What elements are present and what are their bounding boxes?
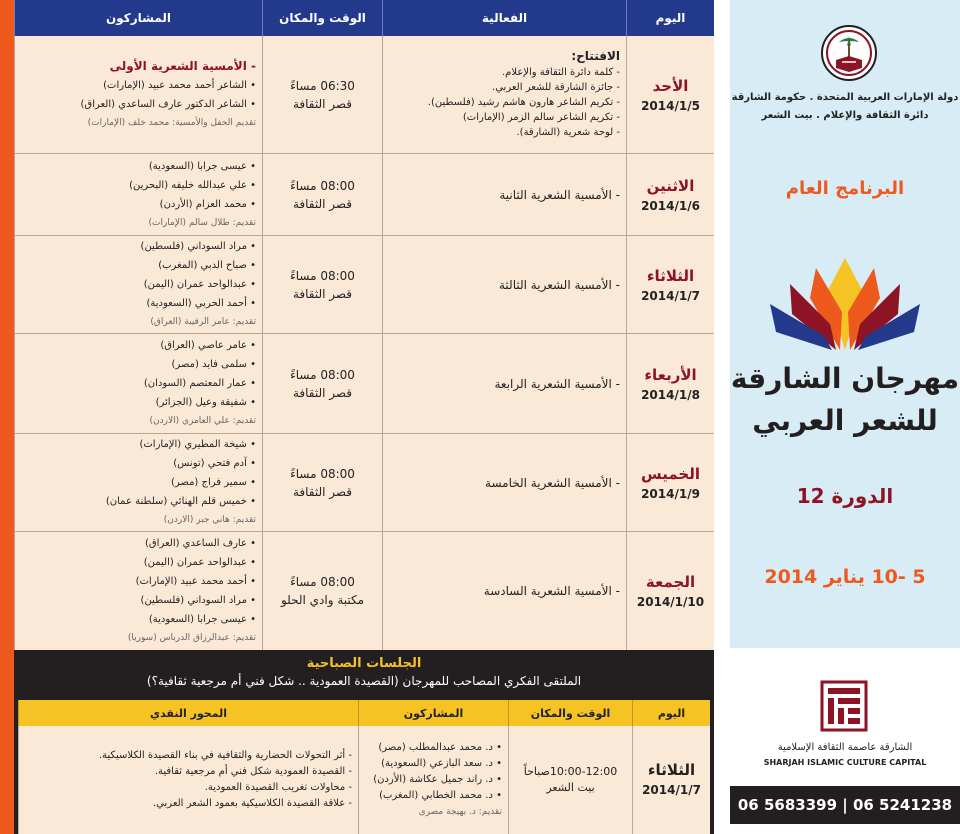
participant: • مراد السوداني (فلسطين) [140,241,256,252]
day-cell [626,236,714,333]
presenter: تقديم: د. بهيجة مصري [418,807,502,817]
event-time: 06:30 مساءً [290,78,355,93]
festival-dates: 5 -10 يناير 2014 [764,566,926,588]
participants-cell [14,236,262,333]
morning-date: 2014/1/7 [642,783,701,797]
presenter: تقديم: عامر الرقيبة (العراق) [150,317,256,327]
day-name: الجمعة [645,573,696,591]
event-cell [382,334,626,433]
participant: • عامر عاصي (العراق) [160,340,256,351]
participant: • د. راند جميل عكاشة (الأردن) [373,774,502,785]
event-time: 08:00 مساءً [290,466,355,481]
day-name: الأربعاء [644,365,697,384]
day-name: الثلاثاء [646,266,695,285]
participant: • صباح الدبي (المغرب) [158,260,256,271]
participant: • أحمد محمد عبيد (الإمارات) [135,576,256,587]
morning-header-participants: المشاركون [358,700,508,726]
event-cell [382,434,626,531]
participant: • عيسى جرابا (السعودية) [148,614,256,625]
sharjah-emblem-icon [820,24,878,82]
presenter: تقديم: علي العامري (الاردن) [149,416,256,426]
participant: • عيسى جرابا (السعودية) [148,160,256,172]
day-name: الاثنين [646,176,695,195]
event-line: - الأمسية الشعرية الرابعة [494,376,620,391]
participants-cell [14,36,262,153]
morning-day-cell [632,726,710,834]
participant: • د. محمد عبدالمطلب (مصر) [378,742,502,753]
schedule-table [14,0,714,650]
event-line: - كلمة دائرة الثقافة والإعلام. [501,67,620,78]
participant: • محمد العزام (الأردن) [159,198,256,210]
axis-item: - أثر التحولات الحضارية والثقافية في بناء القصيدة الكلاسيكية. [98,750,352,761]
morning-header [18,700,710,726]
presenter: تقديم الحفل والأمسية: محمد خلف (الإمارات) [87,117,256,128]
participants-cell [14,532,262,650]
morning-axis-cell [18,726,358,834]
participant: • أحمد الحربي (السعودية) [146,298,256,309]
event-cell [382,154,626,235]
participant: • سمير فراج (مصر) [170,477,256,488]
day-date: 2014/1/10 [636,595,705,609]
table-row [14,334,714,434]
government-line: دولة الإمارات العربية المتحدة . حكومة الشارقة [731,92,959,103]
day-date: 2014/1/5 [641,98,700,113]
header-event: الفعالية [382,0,626,36]
event-place: قصر الثقافة [292,286,353,301]
program-title: البرنامج العام [785,178,905,199]
event-line: - لوحة شعرية (الشارقة). [516,127,620,138]
axis-item: - القصيدة العمودية شكل فني أم مرجعية ثقافية. [154,766,352,777]
department-line: دائرة الثقافة والإعلام . بيت الشعر [761,110,929,121]
participant: • خميس قلم الهنائي (سلطنة عمان) [105,496,256,507]
festival-panel [730,0,960,648]
axis-item: - محاولات تغريب القصيدة العمودية. [204,782,352,793]
morning-day: الثلاثاء [647,761,696,779]
event-line: - جائزة الشارقة للشعر العربي. [492,82,620,93]
header-time: الوقت والمكان [262,0,382,36]
day-cell [626,154,714,235]
event-title: الافتتاح: [571,49,620,63]
event-line: - الأمسية الشعرية السادسة [483,584,620,598]
participant: • آدم فتحي (تونس) [173,458,256,469]
participant: • عبدالواحد عمران (اليمن) [143,557,256,568]
event-place: قصر الثقافة [292,196,353,211]
day-date: 2014/1/7 [641,288,700,303]
event-place: مكتبة وادي الحلو [280,593,365,607]
participant: • عبدالواحد عمران (اليمن) [143,279,256,290]
table-row [14,236,714,334]
event-line: - تكريم الشاعر هارون هاشم رشيد (فلسطين). [427,97,620,108]
participant: • د. سعد البازعي (السعودية) [381,758,502,769]
day-name: الخميس [641,464,700,483]
day-cell [626,334,714,433]
event-time: 08:00 مساءً [290,367,355,382]
morning-time: 10:00-12:00صباحاً [523,765,618,778]
presenter: تقديم: عبدالرزاق الدرباس (سوريا) [127,633,256,643]
table-row [14,36,714,154]
event-place: قصر الثقافة [292,385,353,400]
event-place: قصر الثقافة [292,484,353,499]
festival-title-line2: للشعر العربي [752,404,938,437]
event-line: - الأمسية الشعرية الخامسة [485,475,620,490]
event-time: 08:00 مساءً [290,575,355,589]
presenter: تقديم: طلال سالم (الإمارات) [148,217,256,228]
day-name: الأحد [652,76,689,95]
morning-header-axis: المحور النقدي [18,700,358,726]
time-cell [262,434,382,531]
morning-place: بيت الشعر [546,781,595,794]
header-participants: المشاركون [14,0,262,36]
table-row [14,154,714,236]
participants-cell [14,154,262,235]
day-date: 2014/1/9 [641,486,700,501]
header-day: اليوم [626,0,714,36]
event-time: 08:00 مساءً [290,268,355,283]
participants-cell [14,334,262,433]
participants-title: - الأمسية الشعرية الأولى [109,58,256,73]
participant: • علي عبدالله خليفه (البحرين) [129,179,256,191]
event-time: 08:00 مساءً [290,178,355,193]
table-row [14,434,714,532]
event-line: - تكريم الشاعر سالم الزمر (الإمارات) [462,112,620,123]
morning-participants-cell [358,726,508,834]
time-cell [262,236,382,333]
participant: • الشاعر الدكتور عارف الساعدي (العراق) [80,98,256,110]
presenter: تقديم: هاني جبر (الاردن) [163,515,256,525]
left-accent-strip [0,0,14,834]
sicc-panel [730,662,960,786]
festival-title-line1: مهرجان الشارقة [730,362,960,395]
session-number: الدورة 12 [796,484,894,508]
participant: • سلمى فايد (مصر) [171,359,256,370]
sicc-english-label: SHARJAH ISLAMIC CULTURE CAPITAL [763,758,927,767]
morning-time-cell [508,726,632,834]
participant: • شيخة المطيري (الإمارات) [139,439,256,450]
participant: • عارف الساعدي (العراق) [145,538,256,549]
table-row [14,532,714,650]
morning-row [18,726,710,834]
event-place: قصر الثقافة [292,96,353,111]
day-date: 2014/1/8 [641,387,700,402]
participants-cell [14,434,262,531]
morning-table [18,700,710,834]
participant: • الشاعر أحمد محمد عبيد (الإمارات) [103,79,256,91]
participant: • عمار المعتصم (السودان) [143,378,256,389]
time-cell [262,36,382,153]
participant: • شفيقة وعيل (الجزائر) [155,397,256,408]
participant: • د. محمد الخطابي (المغرب) [379,790,502,801]
participant: • مراد السوداني (فلسطين) [140,595,256,606]
time-cell [262,532,382,650]
morning-sessions [14,650,714,834]
sicc-logo-icon [820,680,868,732]
schedule-header [14,0,714,36]
axis-item: - علاقة القصيدة الكلاسيكية بعمود الشعر العربي. [153,798,352,809]
day-cell [626,434,714,531]
event-line: - الأمسية الشعرية الثالثة [499,277,620,292]
phone-numbers: 06 5683399 | 06 5241238 [730,786,960,824]
event-cell [382,36,626,153]
day-date: 2014/1/6 [641,198,700,213]
sicc-arabic-label: الشارقة عاصمة الثقافة الإسلامية [777,742,913,753]
morning-subtitle: الملتقى الفكري المصاحب للمهرجان (القصيدة العمودية .. شكل فني أم مرجعية ثقافية؟) [146,674,582,688]
morning-header-time: الوقت والمكان [508,700,632,726]
event-cell [382,532,626,650]
event-cell [382,236,626,333]
day-cell [626,532,714,650]
lotus-logo-icon [760,250,930,360]
time-cell [262,334,382,433]
event-line: - الأمسية الشعرية الثانية [499,187,620,202]
time-cell [262,154,382,235]
morning-title: الجلسات الصباحية [306,656,422,671]
morning-header-day: اليوم [632,700,710,726]
day-cell [626,36,714,153]
